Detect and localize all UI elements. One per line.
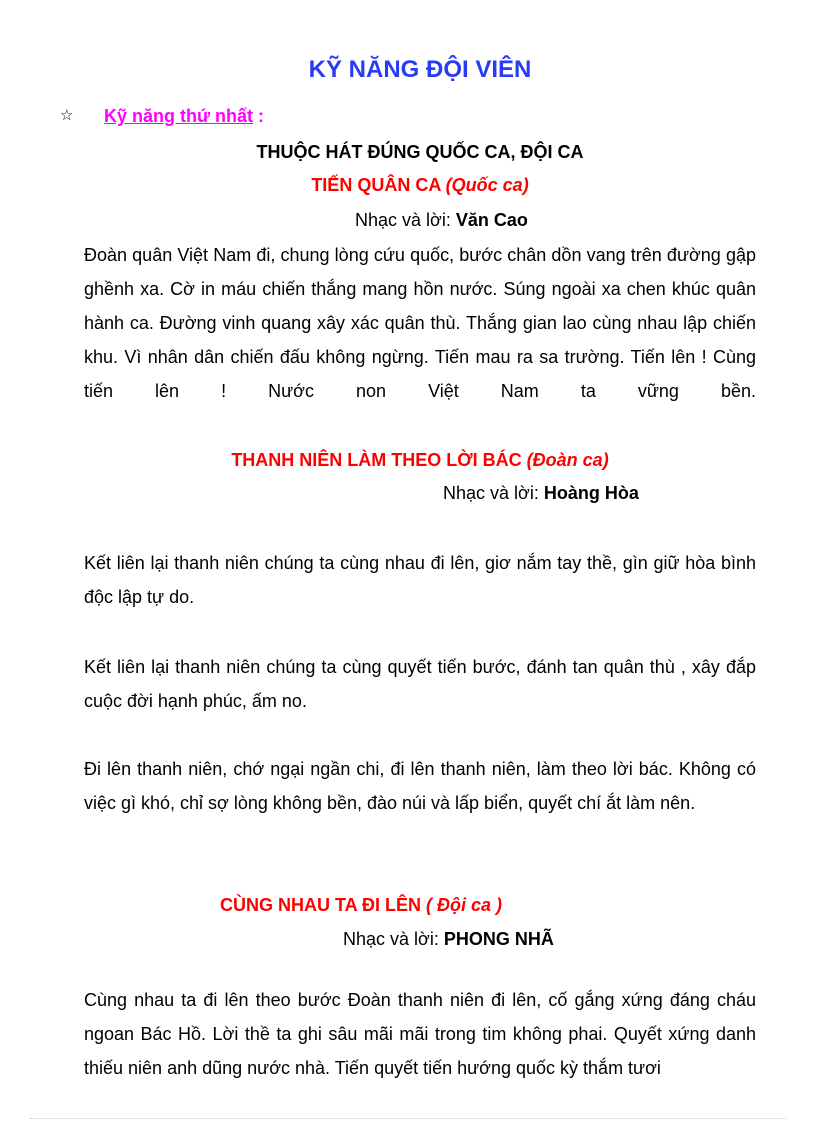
main-title: KỸ NĂNG ĐỘI VIÊN [308, 56, 532, 83]
song-subtitle: (Đoàn ca) [526, 450, 609, 470]
credit-prefix: Nhạc và lời: [355, 210, 456, 230]
song-lyrics-2c: Đi lên thanh niên, chớ ngại ngần chi, đi lên thanh niên, làm theo lời bác. Không có việc gì khó, chỉ sợ lòng không bền, đào núi và lấp biển, quyết chí ắt làm nên. [84, 759, 756, 813]
song-title-2 [0, 450, 816, 471]
credit-name: Hoàng Hòa [543, 483, 639, 503]
song-lyrics-3: Cùng nhau ta đi lên theo bước Đoàn thanh niên đi lên, cố gắng xứng đáng cháu ngoan Bác Hồ. Lời thề ta ghi sâu mãi mãi trong tim không phai. Quyết xứng danh thiếu niên anh dũng nước nhà. Tiến quyết tiến hướng quốc kỳ thắm tươi [84, 990, 756, 1078]
song-lyrics-1: Đoàn quân Việt Nam đi, chung lòng cứu quốc, bước chân dồn vang trên đường gập ghềnh xa. Cờ in máu chiến thắng mang hồn nước. Súng ngoài xa chen khúc quân hành ca. Đường vinh quang xây xác quân thù. Thắng gian lao cùng nhau lập chiến khu. Vì nhân dân chiến đấu không ngừng. Tiến mau ra sa trường. Tiến lên ! Cùng tiến lên ! Nước non Việt Nam ta vững bền. [84, 245, 756, 401]
skill-colon: : [253, 106, 265, 126]
credit-name: Văn Cao [455, 210, 528, 230]
song-title-text: CÙNG NHAU TA ĐI LÊN [220, 895, 421, 915]
song-title-text: TIẾN QUÂN CA [311, 175, 441, 195]
song-subtitle: ( Đội ca ) [426, 895, 503, 915]
skill-label: Kỹ năng thứ nhất [104, 106, 254, 126]
credit-name: PHONG NHÃ [443, 929, 554, 949]
song-subtitle: (Quốc ca) [445, 175, 529, 195]
page-bottom-divider [30, 1118, 786, 1119]
song-title-3 [220, 895, 502, 916]
credit-prefix: Nhạc và lời: [343, 929, 444, 949]
song-credit-1 [355, 210, 528, 231]
credit-prefix: Nhạc và lời: [443, 483, 544, 503]
skill-heading [60, 106, 264, 127]
song-credit-2 [443, 483, 639, 504]
song-title-1 [0, 175, 816, 196]
section-title: THUỘC HÁT ĐÚNG QUỐC CA, ĐỘI CA [256, 142, 584, 162]
song-lyrics-2b: Kết liên lại thanh niên chúng ta cùng quyết tiến bước, đánh tan quân thù , xây đắp cuộc đời hạnh phúc, ấm no. [84, 657, 756, 711]
song-credit-3 [343, 929, 554, 950]
star-outline-icon: ☆ [60, 107, 74, 124]
song-title-text: THANH NIÊN LÀM THEO LỜI BÁC [231, 450, 522, 470]
song-lyrics-2a: Kết liên lại thanh niên chúng ta cùng nhau đi lên, giơ nắm tay thề, gìn giữ hòa bình độc lập tự do. [84, 553, 756, 607]
